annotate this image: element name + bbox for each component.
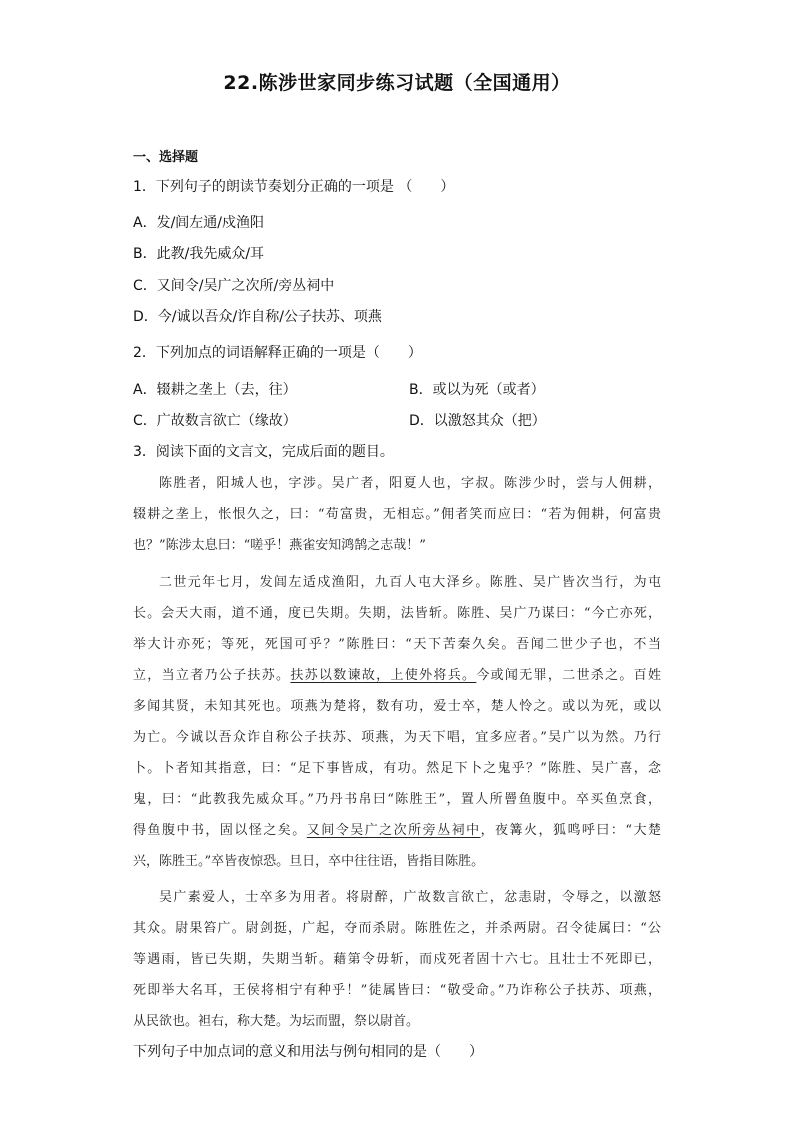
question-1-option-d: D．今/诚以吾众/诈自称/公子扶苏、项燕 (133, 309, 382, 325)
passage-text: 立，当立者乃公子扶苏。 (133, 668, 291, 683)
passage-line: 其众。尉果笞广。尉剑挺，广起，夺而杀尉。陈胜佐之，并杀两尉。召令徒属曰：“公 (133, 921, 661, 936)
passage-line: 二世元年七月，发闾左适戍渔阳，九百人屯大泽乡。陈胜、吴广皆次当行，为屯 (159, 575, 661, 590)
passage-text: 今或闻无罪，二世杀之。百姓 (476, 668, 661, 683)
question-1-option-a: A．发/闾左通/戍渔阳 (133, 215, 265, 231)
question-2-option-d: D．以激怒其众（把） (409, 413, 546, 429)
passage-line: 辍耕之垄上，怅恨久之，曰：“苟富贵，无相忘。”佣者笑而应曰：“若为佣耕，何富贵 (133, 507, 661, 522)
question-2-option-a: A．辍耕之垄上（去，往） (133, 382, 297, 398)
page-title: 22.陈涉世家同步练习试题（全国通用） (223, 72, 571, 94)
passage-text: 得鱼腹中书，固以怪之矣。 (133, 823, 307, 838)
passage-line: 卜。卜者知其指意，曰：“足下事皆成，有功。然足下卜之鬼乎？”陈胜、吴广喜，念 (133, 761, 661, 776)
question-2-option-c: C．广故数言欲亡（缘故） (133, 413, 297, 429)
question-3-sub-question: 下列句子中加点词的意义和用法与例句相同的是（ ） (133, 1044, 483, 1060)
passage-line: 长。会天大雨，道不通，度已失期。失期，法皆斩。陈胜、吴广乃谋曰：“今亡亦死， (133, 606, 661, 621)
passage-text: ，夜篝火，狐鸣呼曰：“大楚 (480, 823, 661, 838)
passage-line: 兴，陈胜王。”卒皆夜惊恐。旦日，卒中往往语，皆指目陈胜。 (133, 854, 485, 869)
passage-line: 也？”陈涉太息曰：“嗟乎！燕雀安知鸿鹄之志哉！” (133, 538, 426, 553)
question-1-option-b: B．此教/我先威众/耳 (133, 246, 265, 262)
underlined-sentence: 扶苏以数谏故，上使外将兵。 (290, 668, 477, 683)
passage-line: 为亡。今诚以吾众诈自称公子扶苏、项燕，为天下唱，宜多应者。”吴广以为然。乃行 (133, 730, 661, 745)
question-1-stem: 1．下列句子的朗读节奏划分正确的一项是 （ ） (133, 179, 455, 195)
passage-line (133, 819, 661, 838)
passage-line: 多闻其贤，未知其死也。项燕为楚将，数有功，爱士卒，楚人怜之。或以为死，或以 (133, 699, 661, 714)
passage-line (133, 664, 661, 683)
passage-line: 等遇雨，皆已失期，失期当斩。藉第令毋斩，而戍死者固十六七。且壮士不死即已， (133, 952, 661, 967)
section-heading: 一、选择题 (133, 150, 199, 165)
question-1-option-c: C．又间令/吴广之次所/旁丛祠中 (133, 278, 335, 294)
question-2-option-b: B．或以为死（或者） (409, 382, 545, 398)
passage-line: 举大计亦死；等死，死国可乎？”陈胜曰：“天下苦秦久矣。吾闻二世少子也，不当 (133, 637, 661, 652)
passage-line: 死即举大名耳，王侯将相宁有种乎！”徒属皆曰：“敬受命。”乃诈称公子扶苏、项燕， (133, 983, 661, 998)
passage-line: 吴广素爱人，士卒多为用者。将尉醉，广故数言欲亡，忿恚尉，令辱之，以激怒 (159, 890, 661, 905)
passage-line: 从民欲也。袒右，称大楚。为坛而盟，祭以尉首。 (133, 1014, 420, 1029)
question-2-stem: 2．下列加点的词语解释正确的一项是（ ） (133, 345, 422, 361)
underlined-sentence: 又间令吴广之次所旁丛祠中 (306, 823, 481, 838)
passage-line: 陈胜者，阳城人也，字涉。吴广者，阳夏人也，字叔。陈涉少时，尝与人佣耕， (159, 476, 661, 491)
passage-line: 鬼，曰：“此教我先威众耳。”乃丹书帛曰“陈胜王”，置人所罾鱼腹中。卒买鱼烹食， (133, 792, 661, 807)
question-3-stem: 3．阅读下面的文言文，完成后面的题目。 (133, 444, 394, 460)
